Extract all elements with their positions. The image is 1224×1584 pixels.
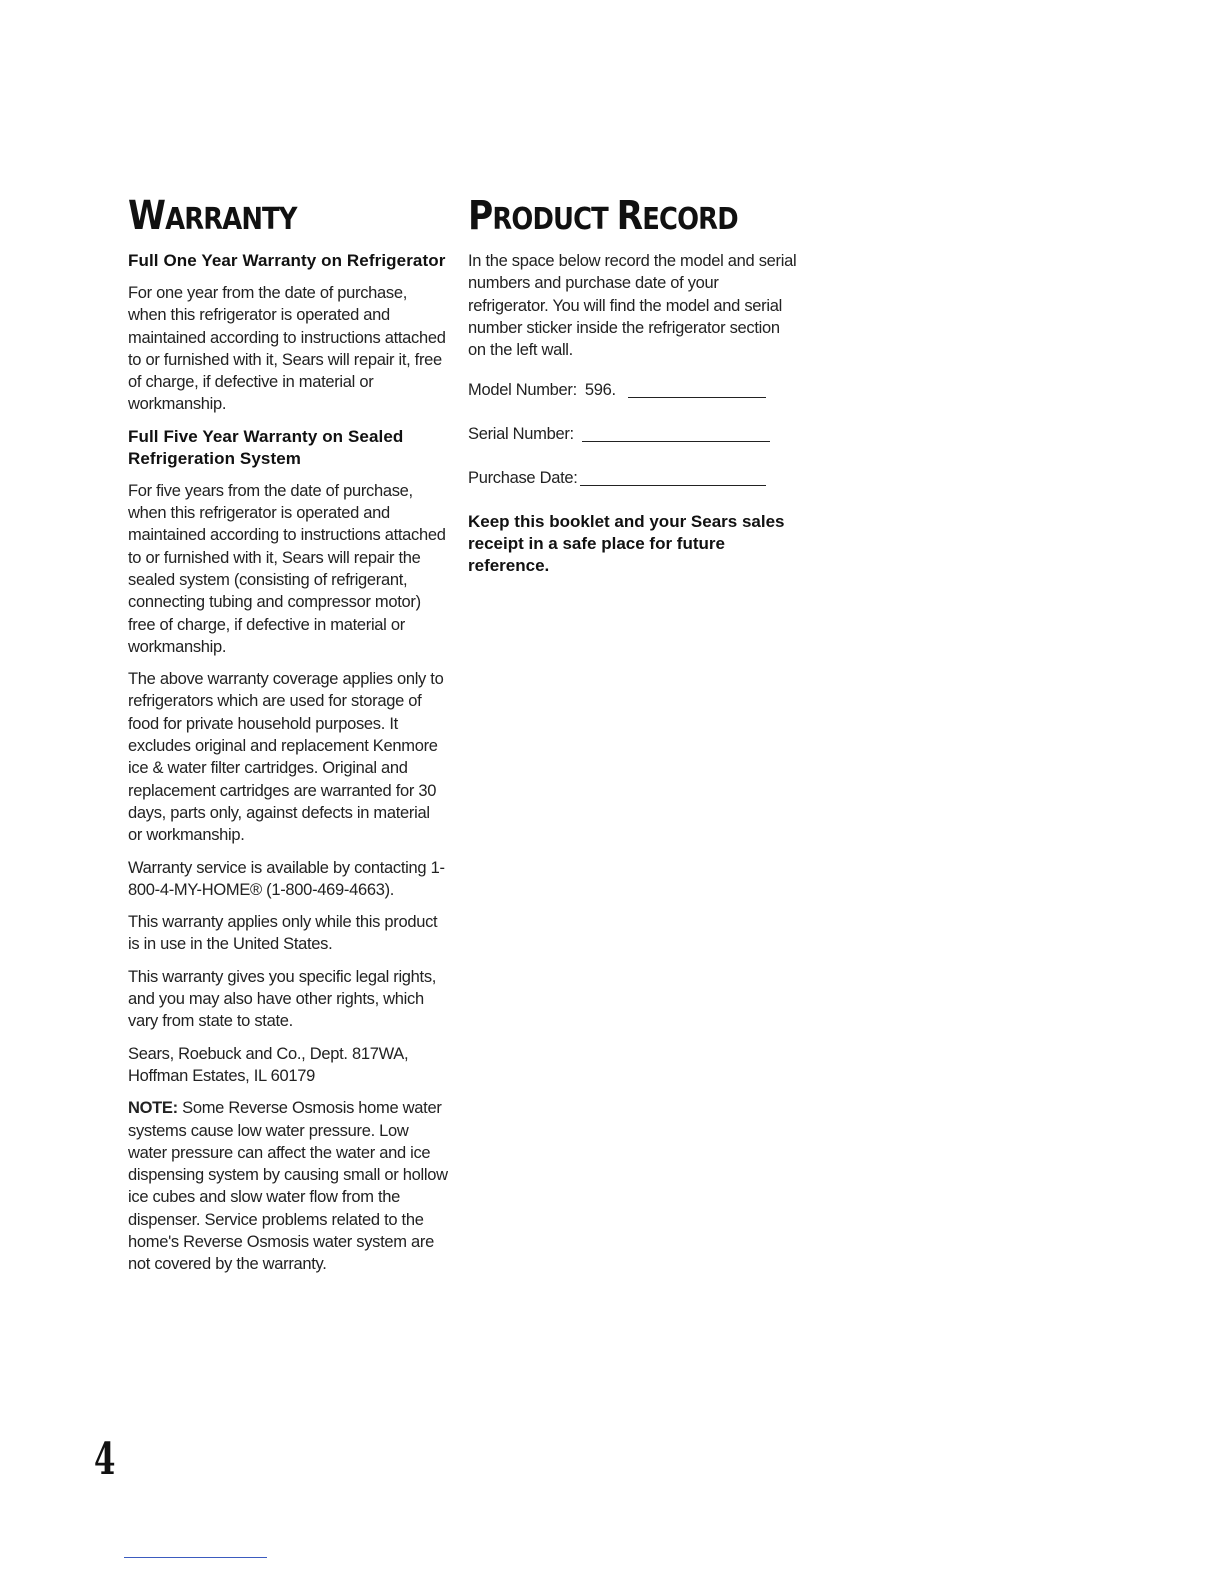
purchase-date-label: Purchase Date: xyxy=(468,469,578,488)
bottom-divider xyxy=(124,1557,267,1558)
note-paragraph xyxy=(128,1097,448,1275)
sears-address: Sears, Roebuck and Co., Dept. 817WA, Hoffman Estates, IL 60179 xyxy=(128,1044,409,1085)
model-number-prefix: 596. xyxy=(584,381,616,400)
one-year-subhead: Full One Year Warranty on Refrigerator xyxy=(128,251,446,270)
product-record-column xyxy=(468,193,798,577)
serial-number-label: Serial Number: xyxy=(468,425,574,444)
product-record-title: PRODUCT RECORD xyxy=(468,193,738,239)
page-number: 4 xyxy=(94,1434,116,1485)
model-number-field[interactable] xyxy=(468,379,798,401)
legal-rights-paragraph: This warranty gives you specific legal rights, and you may also have other rights, which vary from state to state. xyxy=(128,967,437,1031)
purchase-date-line[interactable] xyxy=(580,485,766,486)
five-year-paragraph: For five years from the date of purchase, when this refrigerator is operated and maintained according to instructions attached to or furnished with it, Sears will repair the sealed system (consisting of refrigerant, connecting tubing and compressor motor) free of charge, if defective in material or workmanship. xyxy=(128,481,446,656)
note-text: Some Reverse Osmosis home water systems cause low water pressure. Low water pressure can affect the water and ice dispensing system by causing small or hollow ice cubes and slow water flow from the dispenser. Service problems related to the home's Reverse Osmosis water system are not covered by the warranty. xyxy=(128,1099,448,1274)
coverage-paragraph: The above warranty coverage applies only to refrigerators which are used for storage of food for private household purposes. It excludes original and replacement Kenmore ice & water filter cartridges. Original and replacement cartridges are warranted for 30 days, parts only, against defects in material or workmanship. xyxy=(128,670,444,845)
five-year-subhead: Full Five Year Warranty on Sealed Refrigeration System xyxy=(128,426,404,468)
keep-booklet-note: Keep this booklet and your Sears sales receipt in a safe place for future reference. xyxy=(468,512,785,576)
us-only-paragraph: This warranty applies only while this product is in use in the United States. xyxy=(128,913,438,954)
warranty-column xyxy=(128,193,448,1286)
model-number-line[interactable] xyxy=(628,397,766,398)
one-year-paragraph: For one year from the date of purchase, when this refrigerator is operated and maintained according to instructions attached to or furnished with it, Sears will repair it, free of charge, if defective in material or workmanship. xyxy=(128,284,446,414)
note-label: NOTE: xyxy=(128,1099,178,1118)
service-paragraph: Warranty service is available by contacting 1-800-4-MY-HOME® (1-800-469-4663). xyxy=(128,858,445,899)
model-number-label: Model Number: xyxy=(468,381,577,400)
product-record-intro: In the space below record the model and serial numbers and purchase date of your refrigerator. You will find the model and serial number sticker inside the refrigerator section on the left wall. xyxy=(468,252,797,360)
purchase-date-field[interactable] xyxy=(468,467,798,489)
serial-number-field[interactable] xyxy=(468,423,798,445)
serial-number-line[interactable] xyxy=(582,441,770,442)
warranty-title: WARRANTY xyxy=(128,193,297,239)
